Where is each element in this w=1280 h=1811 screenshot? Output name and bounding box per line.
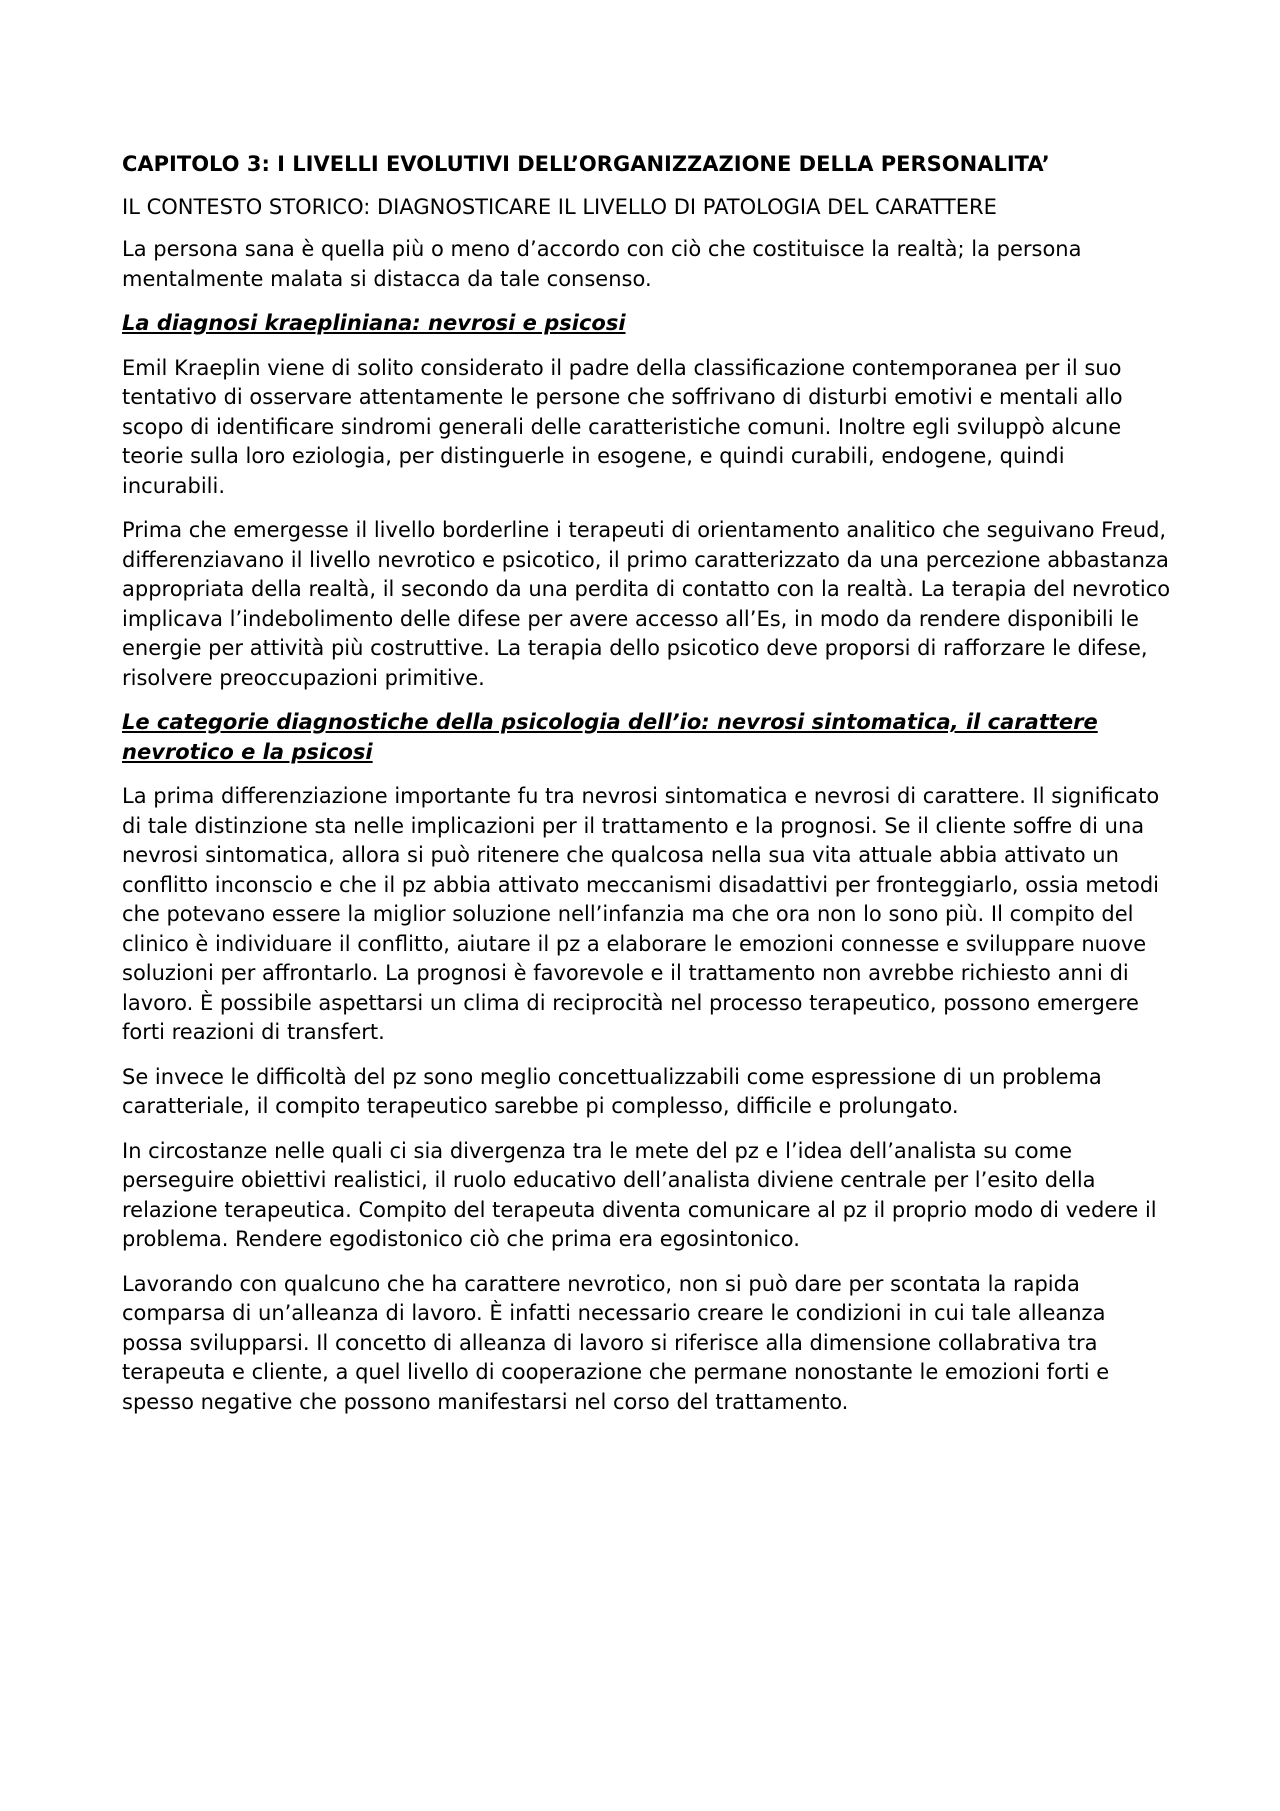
chapter-title: CAPITOLO 3: I LIVELLI EVOLUTIVI DELL’ORGANIZZAZIONE DELLA PERSONALITA’ [122, 152, 1050, 176]
intro-paragraph: La persona sana è quella più o meno d’accordo con ciò che costituisce la realtà; la persona mentalmente malata si distacca da tale consenso. [122, 237, 1082, 291]
document-page [122, 150, 1172, 1432]
subsection-2-paragraph: Se invece le difficoltà del pz sono meglio concettualizzabili come espressione di un problema caratteriale, il compito terapeutico sarebbe pi complesso, difficile e prolungato. [122, 1064, 1102, 1118]
subsection-1-heading: La diagnosi kraepliniana: nevrosi e psicosi [122, 311, 626, 335]
section-title: IL CONTESTO STORICO: DIAGNOSTICARE IL LIVELLO DI PATOLOGIA DEL CARATTERE [122, 194, 997, 219]
subsection-2-paragraph: In circostanze nelle quali ci sia divergenza tra le mete del pz e l’idea dell’analista su come perseguire obiettivi realistici, il ruolo educativo dell’analista diviene centrale per l’esito della relazione terapeutica. Compito del terapeuta diventa comunicare al pz il proprio modo di vedere il problema. Rendere egodistonico ciò che prima era egosintonico. [122, 1138, 1157, 1251]
subsection-2-paragraph: Lavorando con qualcuno che ha carattere nevrotico, non si può dare per scontata la rapida comparsa di un’alleanza di lavoro. È infatti necessario creare le condizioni in cui tale alleanza possa svilupparsi. Il concetto di alleanza di lavoro si riferisce alla dimensione collabrativa tra terapeuta e cliente, a quel livello di cooperazione che permane nonostante le emozioni forti e spesso negative che possono manifestarsi nel corso del trattamento. [122, 1271, 1110, 1414]
subsection-2-heading: Le categorie diagnostiche della psicologia dell’io: nevrosi sintomatica, il carattere nevrotico e la psicosi [122, 710, 1098, 764]
subsection-2-paragraph: La prima differenziazione importante fu tra nevrosi sintomatica e nevrosi di carattere. Il significato di tale distinzione sta nelle implicazioni per il trattamento e la prognosi. Se il cliente soffre di una nevrosi sintomatica, allora si può ritenere che qualcosa nella sua vita attuale abbia attivato un conflitto inconscio e che il pz abbia attivato meccanismi disadattivi per fronteggiarlo, ossia metodi che potevano essere la miglior soluzione nell’infanzia ma che ora non lo sono più. Il compito del clinico è individuare il conflitto, aiutare il pz a elaborare le emozioni connesse e sviluppare nuove soluzioni per affrontarlo. La prognosi è favorevole e il trattamento non avrebbe richiesto anni di lavoro. È possibile aspettarsi un clima di reciprocità nel processo terapeutico, possono emergere forti reazioni di transfert. [122, 784, 1160, 1044]
subsection-1-paragraph: Emil Kraeplin viene di solito considerato il padre della classificazione contemporanea per il suo tentativo di osservare attentamente le persone che soffrivano di disturbi emotivi e mentali allo scopo di identificare sindromi generali delle caratteristiche comuni. Inoltre egli sviluppò alcune teorie sulla loro eziologia, per distinguerle in esogene, e quindi curabili, endogene, quindi incurabili. [122, 355, 1123, 498]
subsection-1-paragraph: Prima che emergesse il livello borderline i terapeuti di orientamento analitico che seguivano Freud, differenziavano il livello nevrotico e psicotico, il primo caratterizzato da una percezione abbastanza appropriata della realtà, il secondo da una perdita di contatto con la realtà. La terapia del nevrotico implicava l’indebolimento delle difese per avere accesso all’Es, in modo da rendere disponibili le energie per attività più costruttive. La terapia dello psicotico deve proporsi di rafforzare le difese, risolvere preoccupazioni primitive. [122, 518, 1171, 690]
